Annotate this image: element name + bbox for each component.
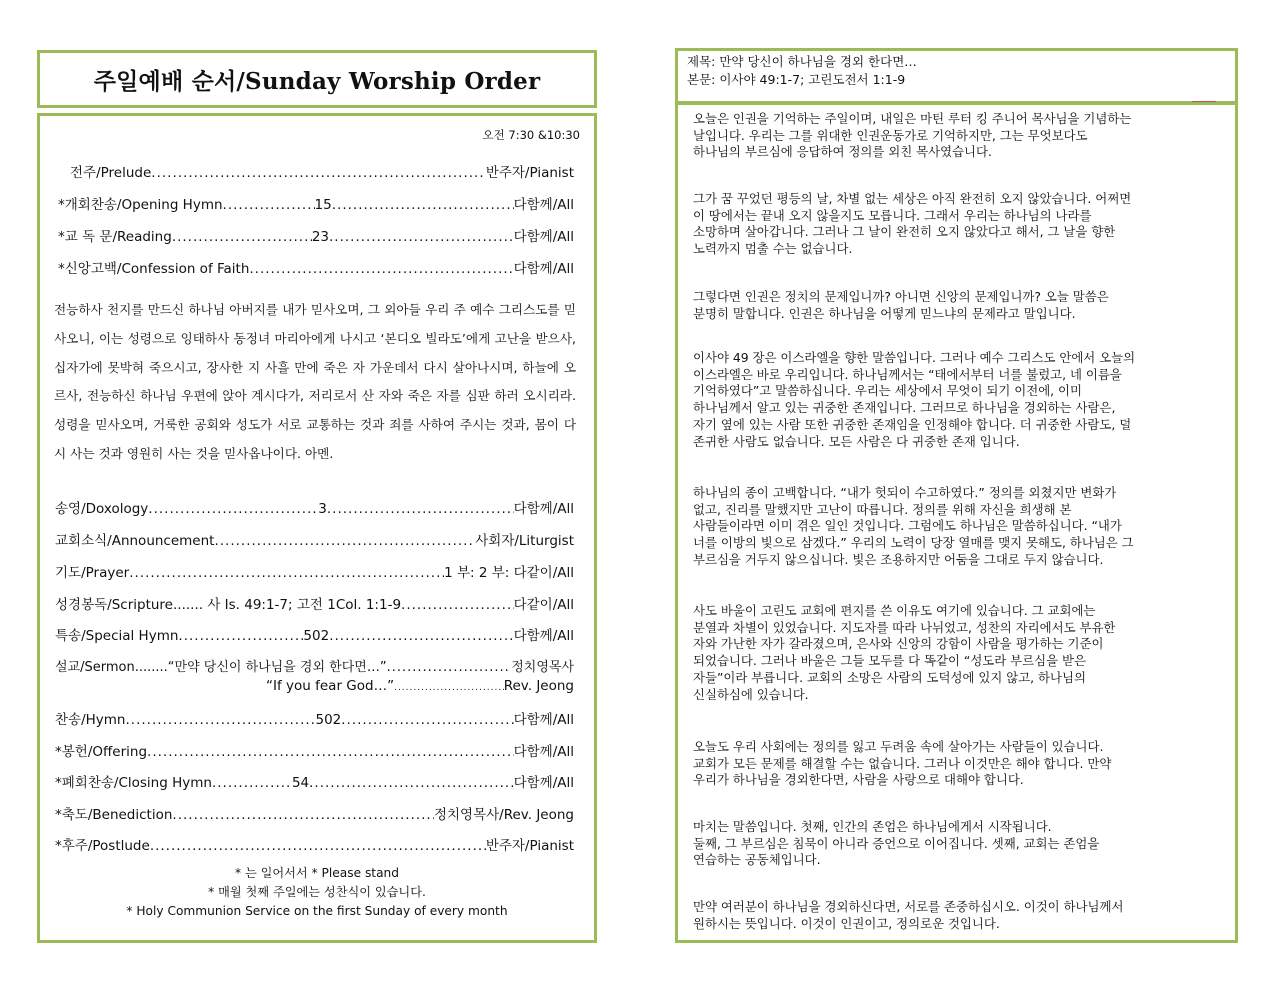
sermon-paragraph [693, 739, 1223, 789]
sermon-line: 자들”이라 부릅니다. 교회의 소망은 사람의 도덕성에 있지 않고, 하나님의 [693, 669, 1086, 685]
order-item-closing-hymn: *폐회찬송/Closing Hymn ..... 54 ..... 다함께/All [55, 771, 574, 793]
sermon-line: 그렇다면 인권은 정치의 문제입니까? 아니면 신앙의 문제입니까? 오늘 말씀은 [693, 289, 1109, 304]
worship-order-box [37, 113, 597, 943]
sermon-line: 원하시는 뜻입니다. 이것이 인권이고, 정의로운 것입니다. [693, 915, 1000, 931]
sermon-line: 노력까지 멈출 수는 없습니다. [693, 241, 853, 257]
sermon-title: 제목: 만약 당신이 하나님을 경외 한다면… [687, 54, 917, 69]
title-box [37, 50, 597, 108]
sermon-line: 날입니다. 우리는 그를 위대한 인권운동가로 기억하지만, 그는 무엇보다도 [693, 127, 1088, 143]
sermon-line: 이사야 49 장은 이스라엘을 향한 말씀입니다. 그러나 예수 그리스도 안에서 오늘의 [693, 350, 1136, 365]
note-communion-ko: * 매월 첫째 주일에는 성찬식이 있습니다. [208, 885, 426, 899]
sermon-line: 자와 가난한 자가 갈라졌으며, 은사와 신앙의 강함이 사람을 평가하는 기준이 [693, 636, 1104, 652]
order-item-special-hymn: 특송/Special Hymn ..... 502 ..... 다함께/All [55, 624, 574, 646]
sermon-line: 교회가 모든 문제를 해결할 수는 없습니다. 그러나 이것만은 해야 합니다. 만약 [693, 755, 1112, 771]
sermon-line: 사도 바울이 고린도 교회에 편지를 쓴 이유도 여기에 있습니다. 그 교회에는 [693, 603, 1096, 618]
service-time: 오전 7:30 &10:30 [482, 128, 580, 142]
sermon-line: 소망하며 살아갑니다. 그러나 그 날이 완전히 오지 않았다고 해서, 그 날을 향한 [693, 224, 1116, 240]
sermon-text: 본문: 이사야 49:1-7; 고린도전서 1:1-9 [687, 72, 906, 87]
sermon-paragraph [693, 819, 1223, 869]
apostles-creed: 전능하사 천지를 만드신 하나님 아버지를 내가 믿사오며, 그 외아들 우리 주 예수 그리스도를 믿사오니, 이는 성령으로 잉태하사 동정녀 마리아에게 나시고 ‘본디오 빌라도’에게 고난을 받으사, 십자가에 못박혀 죽으시고, 장사한 지 사흘 만에 죽은 자 가운데서 다시 살아나시며, 하늘에 오르사, 전능하신 하나님 우편에 앉아 계시다가, 저리로서 산 자와 죽은 자를 심판 하러 오시리라. 성령을 믿사오며, 거룩한 공회와 성도가 서로 교통하는 것과 죄를 사하여 주시는 것과, 몸이 다시 사는 것과 영원히 사는 것을 믿사옵나이다. 아멘. [54, 302, 576, 461]
order-item-confession: *신앙고백/Confession of Faith ..... 다함께/All [58, 257, 574, 279]
order-item-prayer: 기도/Prayer ..... 1 부: 2 부: 다같이/All [55, 561, 574, 583]
sermon-line: 되었습니다. 그러나 바울은 그들 모두를 다 똑같이 “성도라 부르심을 받은 [693, 653, 1086, 669]
page-title: 주일예배 순서/Sunday Worship Order [93, 67, 541, 95]
sermon-header-box [675, 48, 1238, 104]
order-item-benediction: *축도/Benediction ..... 정치영목사/Rev. Jeong [55, 803, 574, 825]
sermon-line: 우리가 하나님을 경외한다면, 사람을 사랑으로 대해야 합니다. [693, 772, 1024, 788]
sermon-line: 너를 이방의 빛으로 삼겠다.” 우리의 노력이 당장 열매를 맺지 못해도, 하나님은 그 [693, 535, 1134, 551]
order-item-doxology: 송영/Doxology ..... 3 ..... 다함께/All [55, 497, 574, 519]
sermon-line: 둘째, 그 부르심은 침묵이 아니라 증언으로 이어집니다. 셋째, 교회는 존엄을 [693, 835, 1100, 851]
sermon-line: 이 땅에서는 끝내 오지 않을지도 모릅니다. 그래서 우리는 하나님의 나라를 [693, 207, 1092, 223]
sermon-line: 부르심을 거두지 않으십니다. 빛은 조용하지만 어둠을 그대로 두지 않습니다. [693, 551, 1104, 567]
sermon-line: 만약 여러분이 하나님을 경외하신다면, 서로를 존중하십시오. 이것이 하나님께서 [693, 899, 1124, 914]
sermon-line: 하나님의 부르심에 응답하여 정의를 외친 목사였습니다. [693, 144, 992, 160]
sermon-line: 기억하였다”고 말씀하십니다. 우리는 세상에서 무엇이 되기 이전에, 이미 [693, 383, 1082, 399]
order-item-sermon-english: “If you fear God…” ..... Rev. Jeong [266, 678, 574, 700]
sermon-line: 없고, 진리를 말했지만 고난이 따릅니다. 정의를 위해 자신을 희생해 본 [693, 501, 1072, 517]
order-item-prelude: 전주/Prelude ..... 반주자/Pianist [70, 161, 574, 183]
order-item-opening-hymn: *개회찬송/Opening Hymn ..... 15 ..... 다함께/All [58, 193, 574, 215]
sermon-line: 하나님의 종이 고백합니다. “내가 헛되이 수고하였다.” 정의를 외쳤지만 변화가 [693, 485, 1117, 500]
sermon-line: 사람들이라면 이미 겪은 일인 것입니다. 그럼에도 하나님은 말씀하십니다. “내가 [693, 518, 1122, 534]
sermon-line: 오늘도 우리 사회에는 정의를 잃고 두려움 속에 살아가는 사람들이 있습니다. [693, 739, 1104, 754]
order-item-scripture: 성경봉독/Scripture....... 사 Is. 49:1-7; 고전 1Col. 1:1-9 ..... 다같이/All [55, 593, 574, 615]
sermon-line: 그가 꿈 꾸었던 평등의 날, 차별 없는 세상은 아직 완전히 오지 않았습니다. 어쩌면 [693, 191, 1132, 206]
sermon-paragraph [693, 191, 1223, 258]
sermon-line: 분열과 차별이 있었습니다. 지도자를 따라 나뉘었고, 성찬의 자리에서도 부유한 [693, 619, 1116, 635]
sermon-line: 자기 옆에 있는 사람 또한 귀중한 존재임을 인정해야 합니다. 더 귀중한 사람도, 덜 [693, 416, 1132, 432]
sermon-paragraph [693, 603, 1223, 703]
sermon-line: 이스라엘은 바로 우리입니다. 하나님께서는 “태에서부터 너를 불렀고, 네 이름을 [693, 366, 1122, 382]
order-item-offering: *봉헌/Offering ..... 다함께/All [55, 740, 574, 762]
note-communion-en: * Holy Communion Service on the first Sunday of every month [126, 904, 508, 918]
order-item-postlude: *후주/Postlude ..... 반주자/Pianist [55, 834, 574, 856]
sermon-body-box [675, 102, 1238, 943]
sermon-line: 신실하심에 있습니다. [693, 686, 809, 702]
sermon-paragraph [693, 111, 1223, 161]
sermon-paragraph [693, 485, 1223, 569]
sermon-line: 연습하는 공동체입니다. [693, 852, 821, 868]
note-stand: * 는 일어서서 * Please stand [234, 866, 400, 880]
sermon-line: 오늘은 인권을 기억하는 주일이며, 내일은 마틴 루터 킹 주니어 목사님을 기념하는 [693, 111, 1132, 126]
sermon-paragraph [693, 899, 1223, 932]
order-item-announcement: 교회소식/Announcement ..... 사회자/Liturgist [55, 529, 574, 551]
notes [40, 864, 594, 921]
order-item-sermon: 설교/Sermon........“만약 당신이 하나님을 경외 한다면…” ..... 정치영목사 [55, 656, 574, 678]
order-item-hymn: 찬송/Hymn ..... 502 ..... 다함께/All [55, 708, 574, 730]
sermon-paragraph [693, 350, 1223, 450]
order-item-reading: *교 독 문/Reading ..... 23 ..... 다함께/All [58, 225, 574, 247]
sermon-paragraph [693, 289, 1223, 322]
sermon-line: 존귀한 사람도 없습니다. 모든 사람은 다 귀중한 존재 입니다. [693, 433, 1020, 449]
sermon-line: 분명히 말합니다. 인권은 하나님을 어떻게 믿느냐의 문제라고 말입니다. [693, 305, 1076, 321]
sermon-line: 마치는 말씀입니다. 첫째, 인간의 존엄은 하나님에게서 시작됩니다. [693, 819, 1052, 834]
sermon-line: 하나님께서 알고 있는 귀중한 존재입니다. 그러므로 하나님을 경외하는 사람은, [693, 400, 1116, 416]
